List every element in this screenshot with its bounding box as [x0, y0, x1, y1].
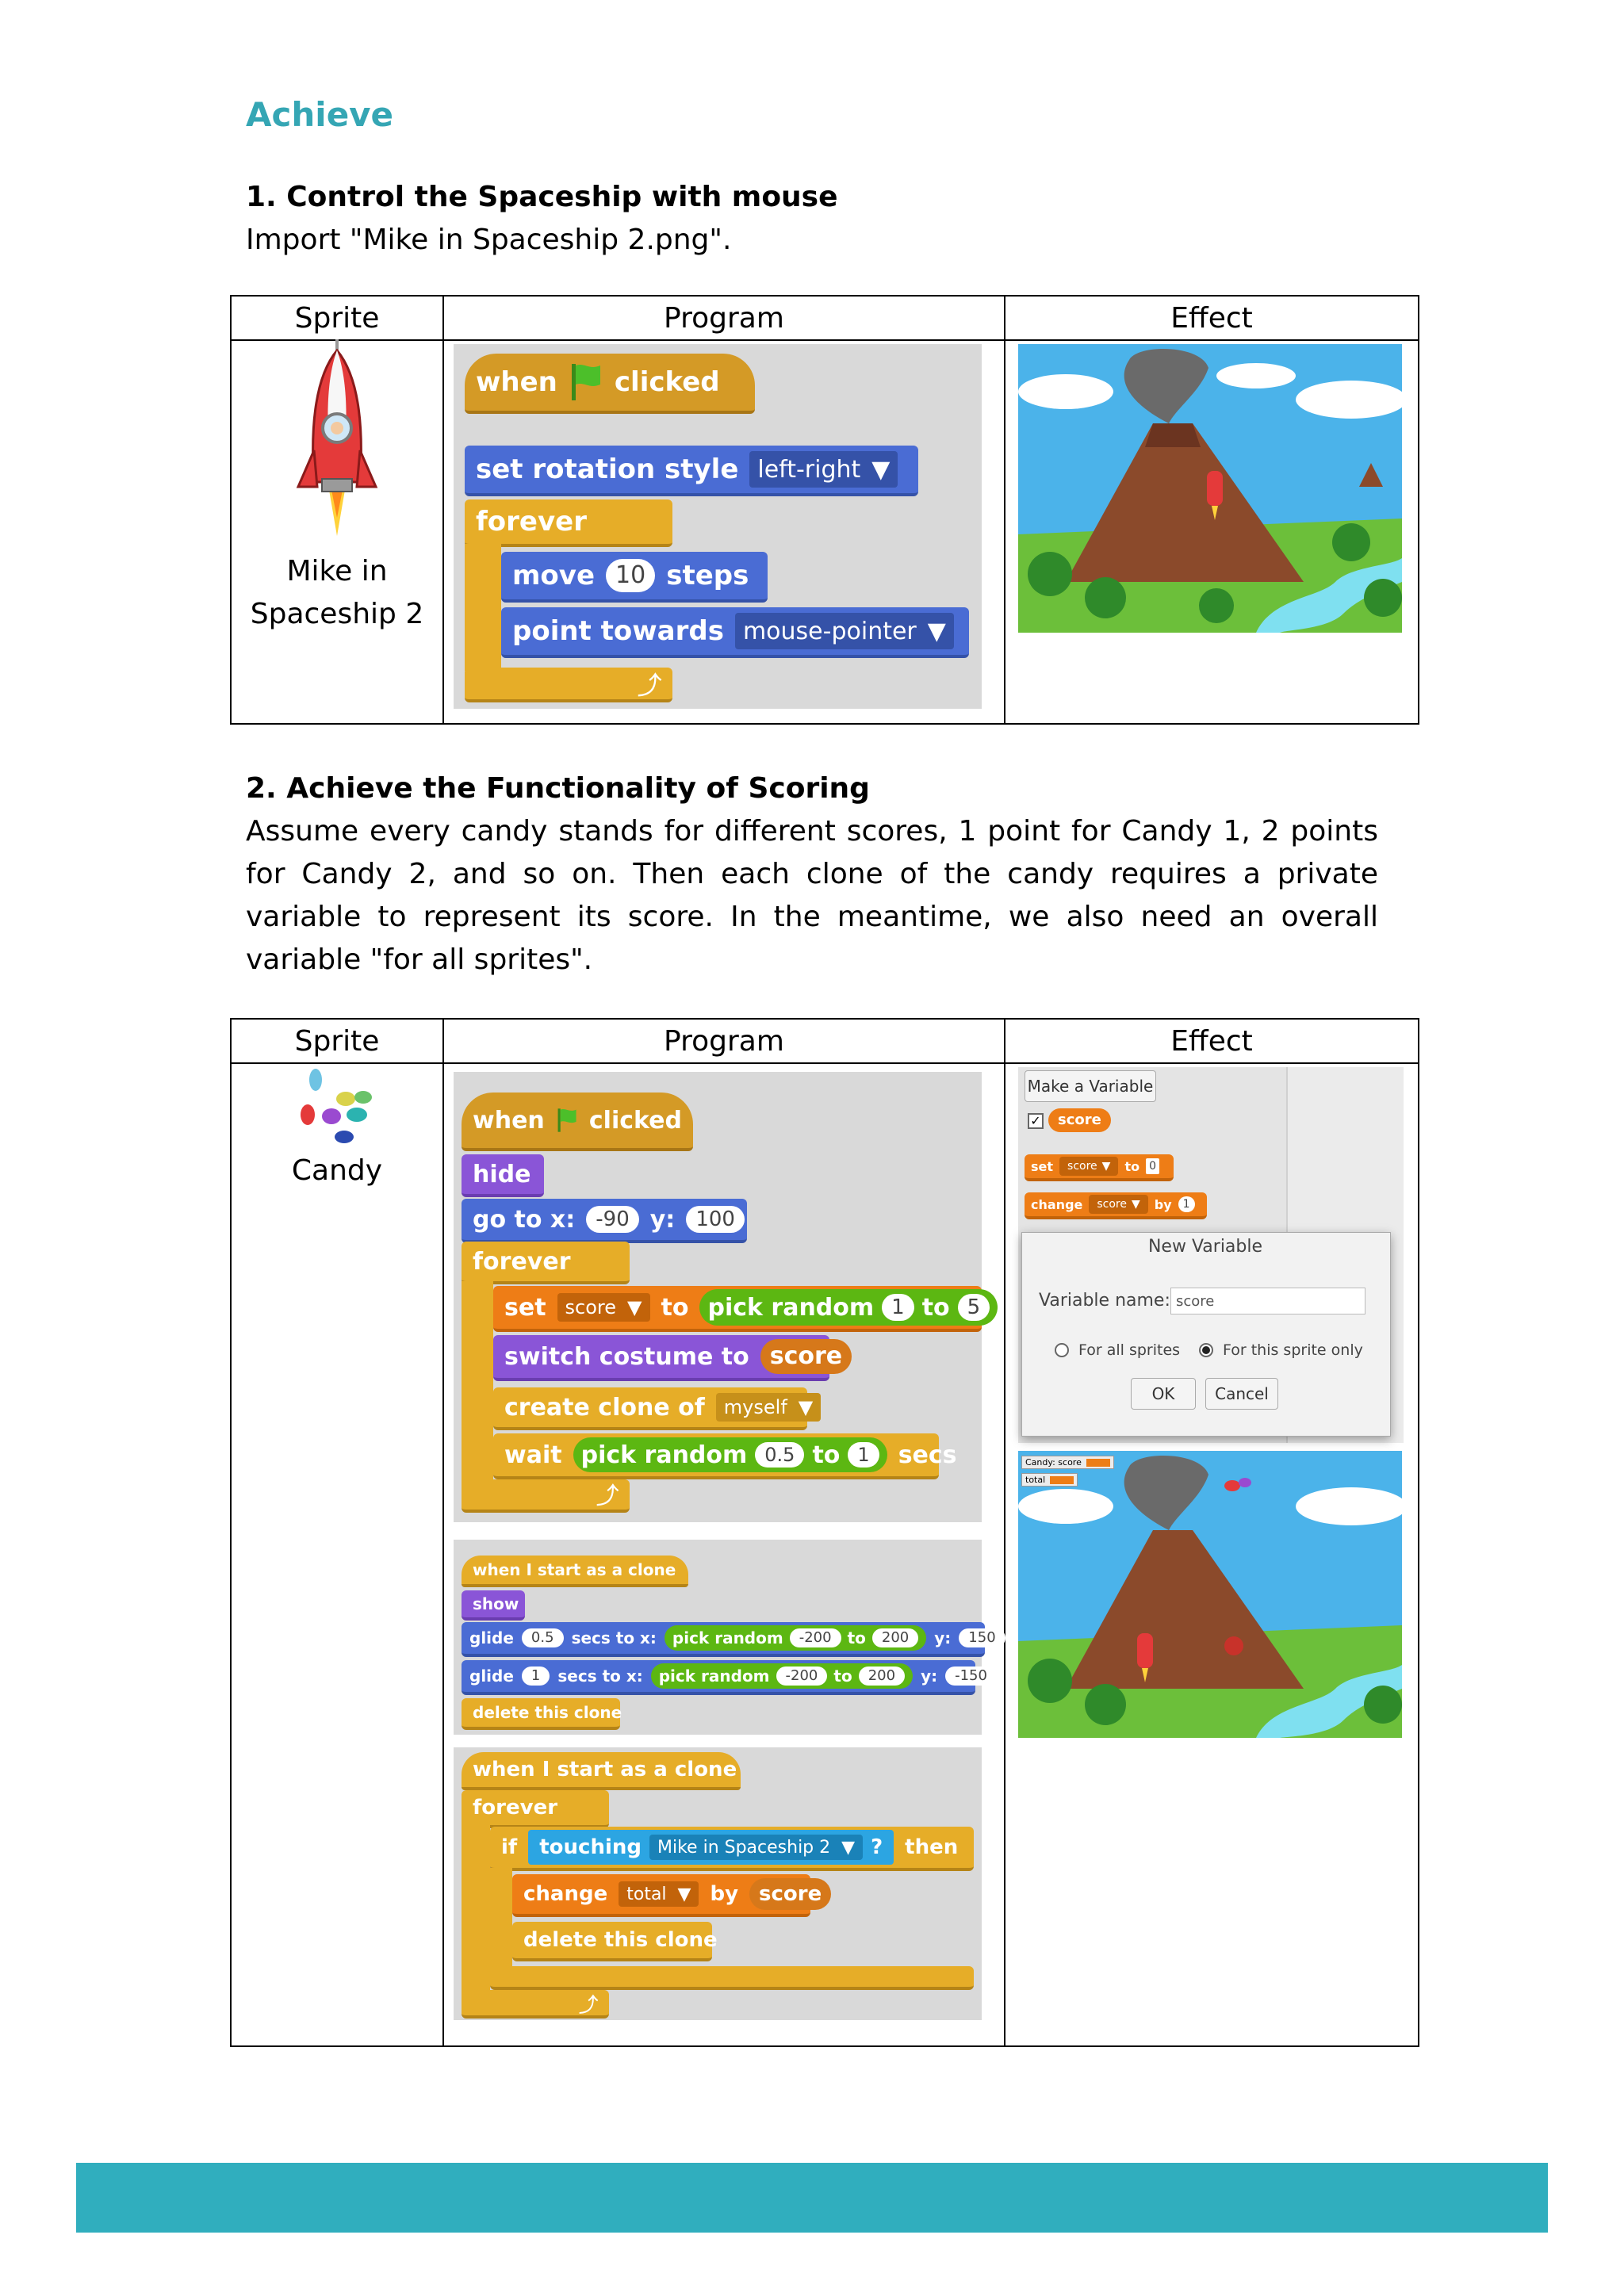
point-target-dropdown[interactable] — [735, 613, 954, 649]
y-input[interactable]: 100 — [686, 1206, 745, 1233]
if-label: if — [501, 1835, 518, 1859]
pick-random-label: pick random — [580, 1441, 748, 1469]
wait-from-input[interactable]: 0.5 — [755, 1442, 804, 1468]
rotation-value: left-right — [757, 455, 861, 484]
change-var-value: total — [626, 1884, 667, 1904]
pick-random-label: pick random — [658, 1667, 770, 1686]
delete-this-clone-block[interactable] — [462, 1698, 620, 1730]
set-label: set — [1031, 1158, 1054, 1174]
section-1-text: Import "Mike in Spaceship 2.png". — [246, 224, 732, 256]
sprite-name-candy: Candy — [291, 1154, 383, 1187]
pick-random-reporter[interactable] — [699, 1289, 998, 1326]
set-label: set — [504, 1293, 546, 1322]
set-var-dropdown[interactable] — [1059, 1157, 1118, 1176]
change-var-dropdown[interactable] — [1089, 1195, 1147, 1214]
y-label: y: — [649, 1205, 676, 1234]
palette-set-block[interactable] — [1025, 1154, 1174, 1181]
section-2-text: Assume every candy stands for different scores, 1 point for Candy 1, 2 points for Candy 2, and so on. Then each clone of the candy requires a private variable to represent its score. In the meantime, we also need an overall variable "for all sprites". — [246, 815, 1378, 976]
ok-button[interactable]: OK — [1131, 1378, 1196, 1410]
green-flag-icon — [569, 362, 603, 402]
score-reporter[interactable]: score — [749, 1878, 831, 1910]
loop-arrow-icon: ⤴ — [579, 1993, 598, 2016]
clone-hat-label: when I start as a clone — [473, 1758, 737, 1781]
switch-costume-block[interactable] — [493, 1335, 843, 1381]
score-monitor — [1021, 1456, 1114, 1469]
clone-hat-label: when I start as a clone — [473, 1560, 676, 1579]
y-input[interactable]: 150 — [959, 1628, 1005, 1647]
footer-bar — [76, 2163, 1548, 2233]
random-to-input[interactable]: 200 — [859, 1667, 905, 1686]
header-program: Program — [443, 1019, 1005, 1063]
create-clone-label: create clone of — [504, 1393, 705, 1422]
when-label: when — [476, 366, 557, 398]
delete-clone-label: delete this clone — [523, 1928, 718, 1952]
to-label: to — [833, 1667, 852, 1686]
wait-label: wait — [504, 1441, 562, 1469]
when-i-start-as-clone-hat[interactable] — [462, 1752, 741, 1790]
touch-target-value: Mike in Spaceship 2 — [657, 1837, 831, 1858]
dropdown-arrow-icon: ▼ — [927, 617, 946, 645]
set-var-value: score — [1067, 1160, 1097, 1173]
dropdown-arrow-icon: ▼ — [1132, 1198, 1140, 1211]
header-effect: Effect — [1005, 1019, 1419, 1063]
wait-to-input[interactable]: 1 — [848, 1442, 879, 1468]
costume-score-reporter[interactable]: score — [760, 1339, 852, 1374]
change-var-value: score — [1097, 1198, 1127, 1211]
if-then-block[interactable] — [490, 1827, 974, 1871]
loop-arrow-icon: ⤴ — [638, 672, 661, 700]
monitor-label: Candy: score — [1025, 1457, 1082, 1468]
secs-to-x-label: secs to x: — [571, 1628, 657, 1647]
loop-arrow-icon: ⤴ — [596, 1483, 619, 1509]
set-var-value: score — [565, 1296, 617, 1318]
random-to-input[interactable]: 200 — [872, 1628, 918, 1647]
change-var-dropdown[interactable] — [619, 1881, 699, 1907]
move-steps-input[interactable]: 10 — [606, 559, 655, 592]
for-this-sprite-label: For this sprite only — [1223, 1341, 1363, 1359]
set-var-dropdown[interactable] — [557, 1293, 650, 1322]
page-heading: Achieve — [246, 95, 394, 134]
secs-label: secs — [898, 1441, 957, 1469]
to-label: to — [1124, 1158, 1140, 1174]
change-value-input[interactable]: 1 — [1178, 1196, 1195, 1212]
set-variable-block[interactable] — [493, 1286, 982, 1332]
total-monitor — [1021, 1473, 1078, 1487]
by-label: by — [710, 1882, 739, 1906]
delete-this-clone-block[interactable] — [512, 1922, 718, 1961]
glide-block-2[interactable] — [462, 1660, 987, 1695]
delete-clone-label: delete this clone — [473, 1703, 622, 1722]
y-label: y: — [921, 1667, 938, 1686]
section-2-title: 2. Achieve the Functionality of Scoring — [246, 772, 870, 805]
forever-arm — [462, 1281, 493, 1484]
palette-change-block[interactable] — [1025, 1192, 1207, 1219]
go-to-xy-block[interactable] — [462, 1199, 747, 1243]
set-value-input[interactable]: 0 — [1146, 1158, 1159, 1174]
dropdown-arrow-icon: ▼ — [677, 1884, 691, 1904]
if-end — [490, 1966, 974, 1990]
clicked-label: clicked — [614, 366, 720, 398]
rotation-dropdown[interactable] — [749, 451, 898, 488]
point-towards-block[interactable] — [501, 607, 969, 658]
forever-block[interactable] — [462, 1242, 630, 1284]
glide-secs-input[interactable]: 1 — [522, 1667, 550, 1686]
y-input[interactable]: -150 — [945, 1667, 997, 1686]
dropdown-arrow-icon: ▼ — [871, 455, 891, 484]
forever-arm — [462, 1823, 490, 1998]
dropdown-arrow-icon: ▼ — [841, 1837, 856, 1858]
forever-end — [465, 668, 672, 702]
secs-to-x-label: secs to x: — [557, 1667, 643, 1686]
dropdown-arrow-icon: ▼ — [1101, 1160, 1111, 1173]
set-rotation-style-block[interactable] — [465, 446, 918, 496]
random-from-input[interactable]: 1 — [882, 1294, 914, 1321]
touching-condition[interactable] — [528, 1830, 894, 1865]
forever-end — [462, 1990, 609, 2019]
hide-label: hide — [473, 1160, 531, 1188]
effect-stage-1 — [1018, 344, 1402, 633]
random-from-input[interactable]: -200 — [790, 1628, 841, 1647]
switch-costume-label: switch costume to — [504, 1342, 749, 1371]
dialog-title: New Variable — [1147, 1237, 1263, 1257]
pick-random-label: pick random — [672, 1628, 783, 1647]
wait-random-block[interactable] — [493, 1433, 957, 1479]
pick-random-reporter[interactable] — [573, 1437, 887, 1472]
sprite-name-mike: Mike in Spaceship 2 — [250, 555, 424, 630]
effect-stage-2 — [1018, 1451, 1402, 1738]
move-label: move — [512, 560, 596, 591]
variable-name-input[interactable] — [1170, 1288, 1365, 1314]
point-towards-label: point towards — [512, 615, 724, 647]
to-label: to — [812, 1441, 841, 1469]
go-to-x-label: go to x: — [473, 1205, 576, 1234]
touching-label: touching — [539, 1835, 642, 1859]
to-label: to — [921, 1293, 950, 1322]
for-all-sprites-label: For all sprites — [1078, 1341, 1181, 1359]
pick-random-reporter[interactable] — [651, 1663, 913, 1689]
dropdown-arrow-icon: ▼ — [798, 1396, 814, 1418]
clone-target-dropdown[interactable] — [716, 1393, 821, 1422]
forever-label: forever — [473, 1796, 558, 1820]
when-flag-clicked-hat[interactable] — [465, 354, 755, 414]
if-arm — [490, 1868, 512, 1971]
set-rotation-label: set rotation style — [476, 453, 739, 485]
random-to-input[interactable]: 5 — [958, 1294, 990, 1321]
change-label: change — [1031, 1196, 1083, 1212]
pick-random-reporter[interactable] — [665, 1625, 926, 1651]
monitor-label: total — [1025, 1475, 1046, 1485]
score-variable-reporter[interactable]: score — [1048, 1108, 1111, 1132]
point-target-value: mouse-pointer — [742, 617, 917, 645]
dropdown-arrow-icon: ▼ — [627, 1296, 642, 1318]
touch-target-dropdown[interactable] — [649, 1835, 863, 1860]
to-label: to — [661, 1293, 689, 1322]
green-flag-icon — [556, 1103, 578, 1138]
change-variable-block[interactable] — [512, 1874, 822, 1917]
when-flag-clicked-hat[interactable] — [462, 1093, 693, 1151]
show-block[interactable] — [462, 1590, 525, 1621]
rocket-sprite-image — [293, 339, 381, 536]
section-1-title: 1. Control the Spaceship with mouse — [246, 181, 838, 213]
create-clone-block[interactable] — [493, 1387, 814, 1430]
glide-label: glide — [469, 1628, 514, 1647]
x-input[interactable]: -90 — [586, 1206, 638, 1233]
when-i-start-as-clone-hat[interactable] — [462, 1556, 688, 1587]
glide-label: glide — [469, 1667, 514, 1686]
forever-label: forever — [473, 1247, 571, 1276]
by-label: by — [1154, 1196, 1172, 1212]
forever-block[interactable] — [462, 1790, 609, 1828]
steps-label: steps — [666, 560, 749, 591]
clicked-label: clicked — [588, 1106, 682, 1135]
variable-name-label: Variable name: — [1039, 1291, 1170, 1311]
change-label: change — [523, 1882, 608, 1906]
hide-block[interactable] — [462, 1154, 544, 1197]
header-program: Program — [443, 296, 1005, 340]
glide-block-1[interactable] — [462, 1622, 996, 1657]
when-label: when — [473, 1106, 545, 1135]
header-sprite: Sprite — [231, 1019, 443, 1063]
for-this-sprite-radio[interactable] — [1199, 1343, 1213, 1357]
y-label: y: — [934, 1628, 952, 1647]
question-mark-label: ? — [871, 1835, 883, 1859]
random-from-input[interactable]: -200 — [776, 1667, 828, 1686]
header-effect: Effect — [1005, 296, 1419, 340]
header-sprite: Sprite — [231, 296, 443, 340]
forever-end — [462, 1479, 630, 1513]
variable-checkbox[interactable]: ✓ — [1028, 1113, 1044, 1129]
show-label: show — [473, 1594, 519, 1613]
to-label: to — [847, 1628, 866, 1647]
then-label: then — [905, 1835, 959, 1859]
forever-block[interactable] — [465, 499, 672, 547]
forever-label: forever — [476, 506, 587, 538]
forever-arm — [465, 544, 501, 671]
pick-random-label: pick random — [707, 1293, 875, 1322]
cancel-button[interactable]: Cancel — [1205, 1378, 1278, 1410]
for-all-sprites-radio[interactable] — [1055, 1343, 1069, 1357]
glide-secs-input[interactable]: 0.5 — [522, 1628, 564, 1647]
candy-sprite-image — [298, 1067, 374, 1148]
clone-target-value: myself — [723, 1396, 787, 1418]
move-steps-block[interactable] — [501, 552, 768, 603]
make-variable-button[interactable]: Make a Variable — [1025, 1070, 1156, 1102]
